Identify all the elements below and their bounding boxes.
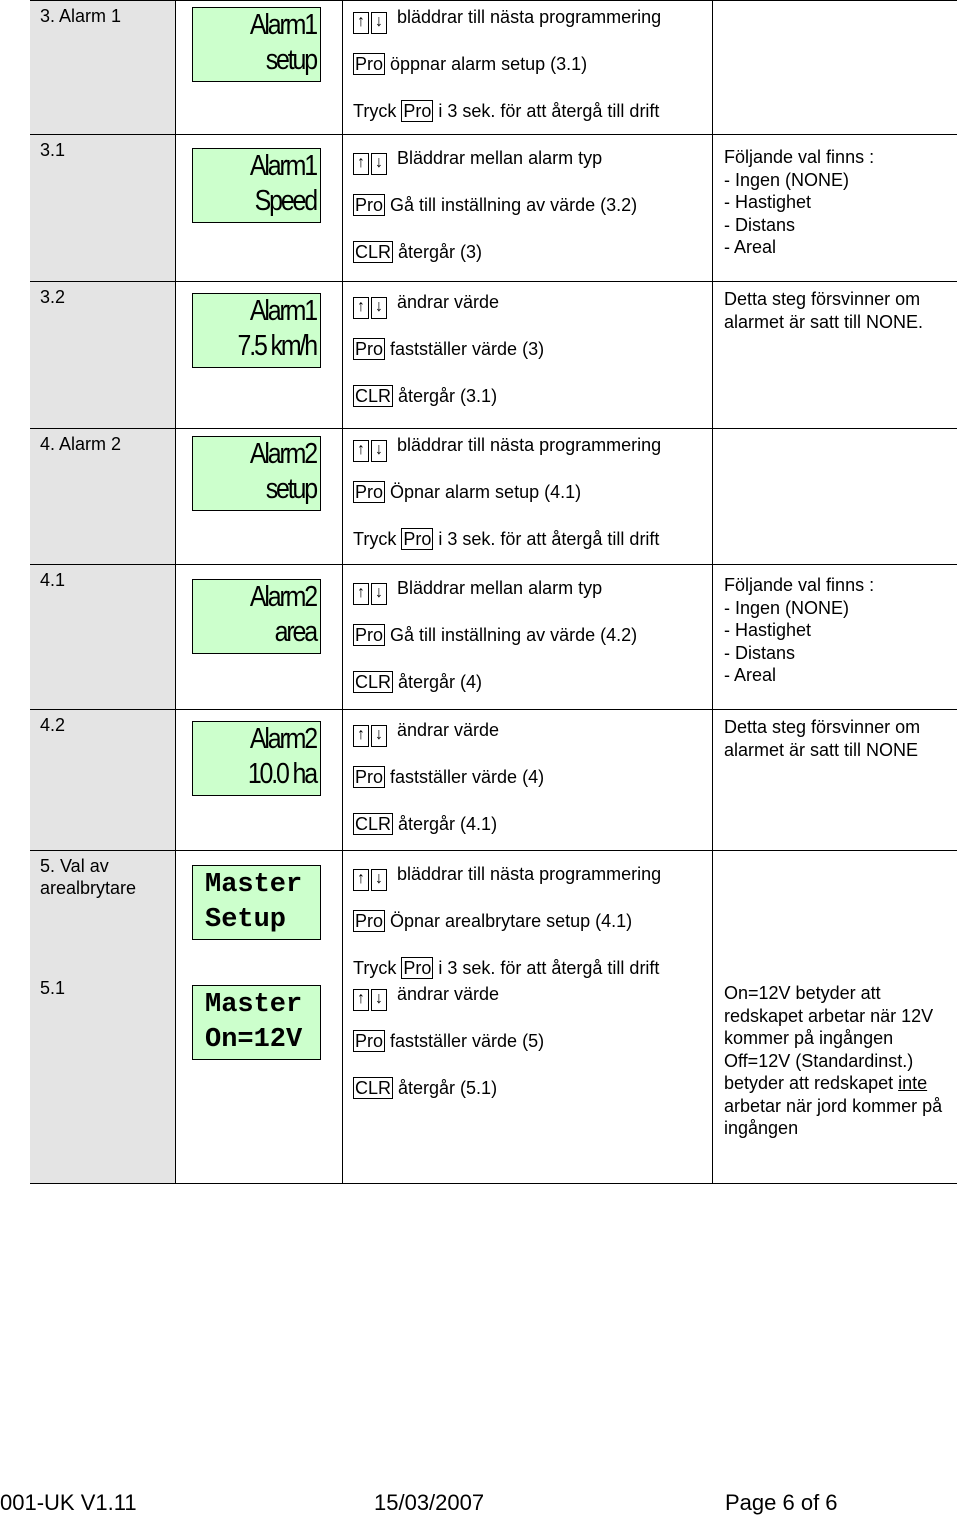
- lcd-line: Alarm2: [249, 438, 316, 470]
- instruction-line: [353, 812, 497, 836]
- note-text: - Hastighet: [724, 620, 812, 640]
- note-text: - Hastighet: [724, 192, 812, 212]
- instruction-text: Öpnar alarm setup (4.1): [385, 482, 582, 502]
- lcd-display: [192, 7, 321, 82]
- step-label: 4. Alarm 2: [30, 429, 176, 564]
- lcd-line: Setup: [205, 905, 287, 935]
- instruction-line: [353, 527, 659, 551]
- table-row: [30, 429, 957, 565]
- instruction-line: [353, 718, 499, 747]
- arrow-up-icon: ↑: [353, 583, 369, 605]
- lcd-cell: [176, 282, 343, 428]
- instruction-text: ändrar värde: [397, 984, 500, 1004]
- key-pro: Pro: [355, 767, 384, 787]
- instruction-text: bläddrar till nästa programmering: [397, 7, 662, 27]
- arrow-down-icon: ↓: [371, 440, 387, 462]
- instruction-text: fastställer värde (3): [385, 339, 545, 359]
- lcd-cell: [176, 565, 343, 709]
- arrow-up-icon: ↑: [353, 297, 369, 319]
- instruction-text: i 3 sek. för att återgå till drift: [433, 958, 660, 978]
- table-row: [30, 973, 957, 1184]
- notes-cell: [713, 973, 957, 1183]
- instruction-cell: [343, 282, 713, 428]
- instruction-line: [353, 193, 637, 217]
- table-row: [30, 135, 957, 282]
- key-pro: Pro: [355, 482, 384, 502]
- lcd-line: Alarm2: [249, 723, 316, 755]
- step-label: 5. Val av arealbrytare: [30, 851, 176, 973]
- note-text: Off=12V (Standardinst.): [724, 1050, 914, 1071]
- lcd-line: Alarm1: [249, 295, 316, 327]
- instruction-line: [353, 290, 499, 319]
- key-pro: Pro: [355, 1031, 384, 1051]
- instruction-text: Öpnar arealbrytare setup (4.1): [385, 911, 633, 931]
- arrow-down-icon: ↓: [371, 989, 387, 1011]
- instruction-line: [353, 384, 497, 408]
- instruction-line: [353, 5, 661, 34]
- instruction-text: Tryck: [353, 958, 402, 978]
- note-text: Detta steg försvinner om alarmet är satt till NONE.: [724, 289, 924, 332]
- notes-cell: [713, 565, 957, 709]
- key-pro: Pro: [355, 625, 384, 645]
- lcd-display: [192, 721, 321, 796]
- instruction-text: återgår (4): [393, 672, 483, 692]
- arrow-up-icon: ↑: [353, 440, 369, 462]
- arrow-down-icon: ↓: [371, 12, 387, 34]
- instruction-line: [353, 862, 661, 891]
- lcd-line: Alarm2: [249, 581, 316, 613]
- note-text: Detta steg försvinner om alarmet är satt till NONE: [724, 717, 921, 760]
- lcd-cell: [176, 429, 343, 564]
- lcd-line: setup: [265, 44, 316, 76]
- lcd-line: Speed: [254, 185, 316, 217]
- instruction-text: fastställer värde (4): [385, 767, 545, 787]
- instruction-line: [353, 337, 544, 361]
- notes-cell: [713, 282, 957, 428]
- key-clr: CLR: [355, 1078, 392, 1098]
- instruction-text: återgår (5.1): [393, 1078, 498, 1098]
- key-clr: CLR: [355, 814, 392, 834]
- lcd-cell: [176, 135, 343, 281]
- instruction-line: [353, 52, 587, 76]
- arrow-up-icon: ↑: [353, 869, 369, 891]
- step-label: 3. Alarm 1: [30, 1, 176, 134]
- key-clr: CLR: [355, 242, 392, 262]
- arrow-down-icon: ↓: [371, 869, 387, 891]
- instruction-text: bläddrar till nästa programmering: [397, 435, 662, 455]
- footer-page-number: Page 6 of 6: [725, 1490, 838, 1515]
- lcd-display: [192, 436, 321, 511]
- instruction-text: Tryck: [353, 101, 402, 121]
- notes-cell: [713, 851, 957, 973]
- instruction-line: [353, 670, 482, 694]
- instruction-text: återgår (4.1): [393, 814, 498, 834]
- lcd-display: [192, 985, 321, 1060]
- instruction-text: Bläddrar mellan alarm typ: [397, 578, 603, 598]
- instruction-line: [353, 909, 632, 933]
- instruction-cell: [343, 565, 713, 709]
- lcd-line: 7.5 km/h: [237, 330, 316, 362]
- instruction-line: [353, 240, 482, 264]
- instruction-line: [353, 576, 602, 605]
- lcd-cell: [176, 710, 343, 850]
- key-clr: CLR: [355, 672, 392, 692]
- footer-doc-id: 001-UK V1.11: [0, 1490, 137, 1515]
- instruction-line: [353, 146, 602, 175]
- instruction-cell: [343, 429, 713, 564]
- note-text: - Areal: [724, 665, 777, 685]
- lcd-line: On=12V: [205, 1025, 303, 1055]
- step-label: 4.2: [30, 710, 176, 850]
- arrow-up-icon: ↑: [353, 12, 369, 34]
- instruction-line: [353, 99, 659, 123]
- instruction-cell: [343, 973, 713, 1183]
- lcd-line: 10.0 ha: [247, 758, 316, 790]
- notes-cell: [713, 710, 957, 850]
- instruction-text: Gå till inställning av värde (4.2): [385, 625, 638, 645]
- key-pro: Pro: [355, 911, 384, 931]
- notes-cell: [713, 429, 957, 564]
- instruction-text: bläddrar till nästa programmering: [397, 864, 662, 884]
- note-text: - Areal: [724, 237, 777, 257]
- table-row: [30, 0, 957, 135]
- arrow-down-icon: ↓: [371, 153, 387, 175]
- instruction-text: Bläddrar mellan alarm typ: [397, 148, 603, 168]
- instruction-line: [353, 982, 499, 1011]
- lcd-line: Alarm1: [249, 150, 316, 182]
- note-text: - Ingen (NONE): [724, 169, 850, 190]
- key-clr: CLR: [355, 386, 392, 406]
- instruction-line: [353, 433, 661, 462]
- lcd-line: Master: [205, 990, 303, 1020]
- lcd-display: [192, 293, 321, 368]
- arrow-up-icon: ↑: [353, 989, 369, 1011]
- instruction-text: Gå till inställning av värde (3.2): [385, 195, 638, 215]
- instruction-text: i 3 sek. för att återgå till drift: [433, 101, 660, 121]
- lcd-line: Master: [205, 870, 303, 900]
- instruction-cell: [343, 1, 713, 134]
- note-text: - Distans: [724, 214, 796, 235]
- instruction-line: [353, 623, 637, 647]
- step-label: 3.2: [30, 282, 176, 428]
- table-row: [30, 565, 957, 710]
- note-text: Följande val finns :: [724, 147, 875, 167]
- note-text: - Distans: [724, 642, 796, 663]
- arrow-down-icon: ↓: [371, 725, 387, 747]
- lcd-display: [192, 865, 321, 940]
- note-text: Följande val finns :: [724, 575, 875, 595]
- arrow-up-icon: ↑: [353, 725, 369, 747]
- lcd-display: [192, 148, 321, 223]
- instruction-text: i 3 sek. för att återgå till drift: [433, 529, 660, 549]
- instruction-cell: [343, 851, 713, 978]
- table-row: [30, 282, 957, 429]
- notes-cell: [713, 1, 957, 134]
- table-row: [30, 710, 957, 851]
- instruction-line: [353, 1076, 497, 1100]
- note-text: On=12V betyder att redskapet arbetar när 12V kommer på ingången: [724, 983, 934, 1048]
- step-label: 4.1: [30, 565, 176, 709]
- lcd-line: Alarm1: [249, 9, 316, 41]
- lcd-line: setup: [265, 473, 316, 505]
- lcd-line: area: [274, 616, 316, 648]
- instruction-text: återgår (3): [393, 242, 483, 262]
- lcd-cell: [176, 851, 343, 973]
- table-row: [30, 851, 957, 978]
- arrow-up-icon: ↑: [353, 153, 369, 175]
- note-text: - Ingen (NONE): [724, 597, 850, 618]
- key-pro: Pro: [403, 529, 432, 549]
- lcd-cell: [176, 1, 343, 134]
- instruction-line: [353, 765, 544, 789]
- instruction-text: öppnar alarm setup (3.1): [385, 54, 588, 74]
- instruction-text: Tryck: [353, 529, 402, 549]
- arrow-down-icon: ↓: [371, 297, 387, 319]
- footer-date: 15/03/2007: [374, 1490, 485, 1515]
- key-pro: Pro: [403, 958, 432, 978]
- note-text: betyder att redskapet inte arbetar när jord kommer på ingången: [724, 1073, 943, 1138]
- lcd-display: [192, 579, 321, 654]
- instruction-line: [353, 480, 581, 504]
- instruction-text: fastställer värde (5): [385, 1031, 545, 1051]
- instruction-text: återgår (3.1): [393, 386, 498, 406]
- lcd-cell: [176, 973, 343, 1183]
- instruction-text: ändrar värde: [397, 720, 500, 740]
- arrow-down-icon: ↓: [371, 583, 387, 605]
- instruction-text: ändrar värde: [397, 292, 500, 312]
- instruction-cell: [343, 135, 713, 281]
- step-label: 3.1: [30, 135, 176, 281]
- step-label: 5.1: [30, 973, 176, 1183]
- key-pro: Pro: [355, 339, 384, 359]
- key-pro: Pro: [403, 101, 432, 121]
- key-pro: Pro: [355, 54, 384, 74]
- key-pro: Pro: [355, 195, 384, 215]
- instruction-cell: [343, 710, 713, 850]
- notes-cell: [713, 135, 957, 281]
- instruction-line: [353, 1029, 544, 1053]
